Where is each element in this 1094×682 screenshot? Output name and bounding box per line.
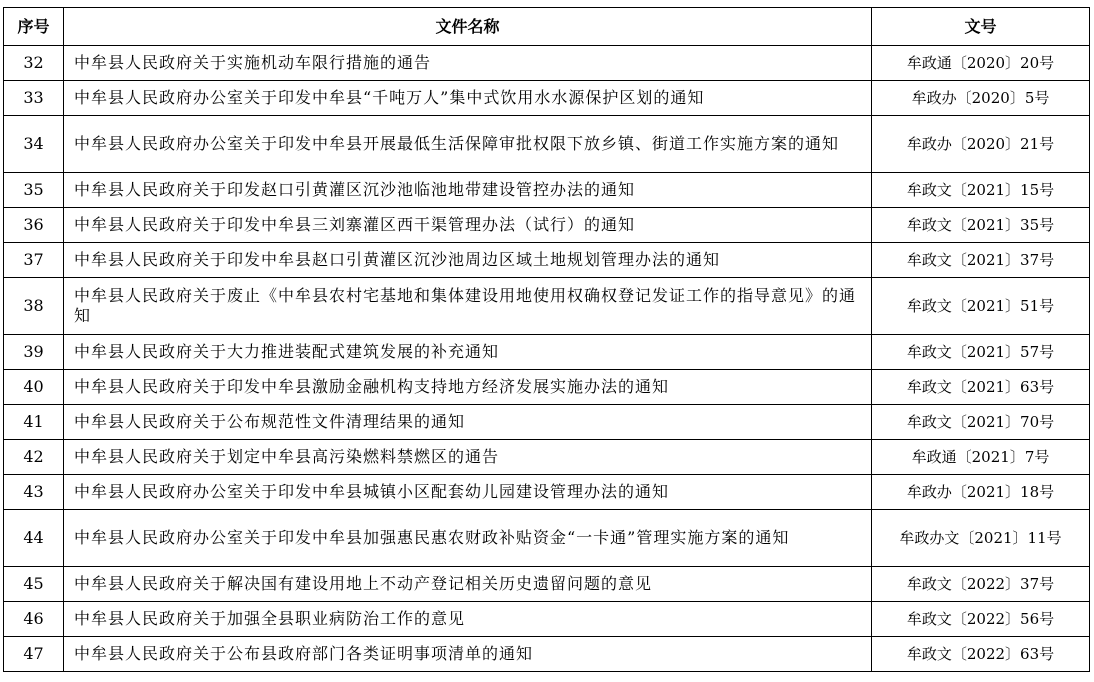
- table-row: [4, 370, 1090, 405]
- row-document-name: 中牟县人民政府关于公布规范性文件清理结果的通知: [64, 405, 872, 440]
- row-document-name: 中牟县人民政府关于印发中牟县激励金融机构支持地方经济发展实施办法的通知: [64, 370, 872, 405]
- row-document-code: 牟政通〔2021〕7号: [872, 440, 1090, 475]
- row-document-name: 中牟县人民政府关于加强全县职业病防治工作的意见: [64, 602, 872, 637]
- row-document-code: 牟政办〔2021〕18号: [872, 475, 1090, 510]
- row-serial-number: 41: [4, 405, 64, 440]
- row-serial-number: 34: [4, 116, 64, 173]
- row-document-code: 牟政文〔2022〕37号: [872, 567, 1090, 602]
- row-document-name: 中牟县人民政府关于划定中牟县高污染燃料禁燃区的通告: [64, 440, 872, 475]
- table-row: [4, 637, 1090, 672]
- table-row: [4, 46, 1090, 81]
- row-document-code: 牟政文〔2021〕51号: [872, 278, 1090, 335]
- row-serial-number: 46: [4, 602, 64, 637]
- row-document-code: 牟政文〔2022〕56号: [872, 602, 1090, 637]
- row-document-code: 牟政文〔2021〕37号: [872, 243, 1090, 278]
- row-serial-number: 39: [4, 335, 64, 370]
- table-row: [4, 510, 1090, 567]
- row-serial-number: 43: [4, 475, 64, 510]
- table-row: [4, 278, 1090, 335]
- row-serial-number: 45: [4, 567, 64, 602]
- row-document-code: 牟政文〔2022〕63号: [872, 637, 1090, 672]
- row-document-code: 牟政文〔2021〕57号: [872, 335, 1090, 370]
- table-row: [4, 440, 1090, 475]
- table-row: [4, 116, 1090, 173]
- row-document-name: 中牟县人民政府关于废止《中牟县农村宅基地和集体建设用地使用权确权登记发证工作的指导意见》的通知: [64, 278, 872, 335]
- row-document-name: 中牟县人民政府关于实施机动车限行措施的通告: [64, 46, 872, 81]
- row-document-name: 中牟县人民政府关于印发中牟县赵口引黄灌区沉沙池周边区域土地规划管理办法的通知: [64, 243, 872, 278]
- row-document-name: 中牟县人民政府办公室关于印发中牟县加强惠民惠农财政补贴资金“一卡通”管理实施方案的通知: [64, 510, 872, 567]
- row-document-name: 中牟县人民政府关于大力推进装配式建筑发展的补充通知: [64, 335, 872, 370]
- row-document-code: 牟政办〔2020〕5号: [872, 81, 1090, 116]
- document-table: [3, 7, 1090, 672]
- table-row: [4, 405, 1090, 440]
- row-serial-number: 40: [4, 370, 64, 405]
- row-document-name: 中牟县人民政府关于印发中牟县三刘寨灌区西干渠管理办法（试行）的通知: [64, 208, 872, 243]
- table-row: [4, 81, 1090, 116]
- row-document-code: 牟政文〔2021〕35号: [872, 208, 1090, 243]
- row-document-code: 牟政办文〔2021〕11号: [872, 510, 1090, 567]
- row-serial-number: 42: [4, 440, 64, 475]
- row-document-code: 牟政办〔2020〕21号: [872, 116, 1090, 173]
- row-document-name: 中牟县人民政府办公室关于印发中牟县“千吨万人”集中式饮用水水源保护区划的通知: [64, 81, 872, 116]
- row-serial-number: 33: [4, 81, 64, 116]
- row-serial-number: 32: [4, 46, 64, 81]
- row-document-name: 中牟县人民政府办公室关于印发中牟县开展最低生活保障审批权限下放乡镇、街道工作实施方案的通知: [64, 116, 872, 173]
- row-serial-number: 44: [4, 510, 64, 567]
- header-document-code: 文号: [872, 8, 1090, 46]
- table-row: [4, 173, 1090, 208]
- row-serial-number: 36: [4, 208, 64, 243]
- row-serial-number: 35: [4, 173, 64, 208]
- row-serial-number: 37: [4, 243, 64, 278]
- row-document-code: 牟政文〔2021〕63号: [872, 370, 1090, 405]
- row-document-name: 中牟县人民政府办公室关于印发中牟县城镇小区配套幼儿园建设管理办法的通知: [64, 475, 872, 510]
- header-document-name: 文件名称: [64, 8, 872, 46]
- row-document-name: 中牟县人民政府关于公布县政府部门各类证明事项清单的通知: [64, 637, 872, 672]
- row-serial-number: 38: [4, 278, 64, 335]
- row-serial-number: 47: [4, 637, 64, 672]
- table-row: [4, 208, 1090, 243]
- row-document-code: 牟政文〔2021〕15号: [872, 173, 1090, 208]
- table-row: [4, 567, 1090, 602]
- row-document-name: 中牟县人民政府关于印发赵口引黄灌区沉沙池临池地带建设管控办法的通知: [64, 173, 872, 208]
- table-row: [4, 335, 1090, 370]
- table-row: [4, 243, 1090, 278]
- table-row: [4, 602, 1090, 637]
- table-row: [4, 475, 1090, 510]
- row-document-code: 牟政通〔2020〕20号: [872, 46, 1090, 81]
- row-document-name: 中牟县人民政府关于解决国有建设用地上不动产登记相关历史遗留问题的意见: [64, 567, 872, 602]
- row-document-code: 牟政文〔2021〕70号: [872, 405, 1090, 440]
- header-row: [4, 8, 1090, 46]
- header-serial-number: 序号: [4, 8, 64, 46]
